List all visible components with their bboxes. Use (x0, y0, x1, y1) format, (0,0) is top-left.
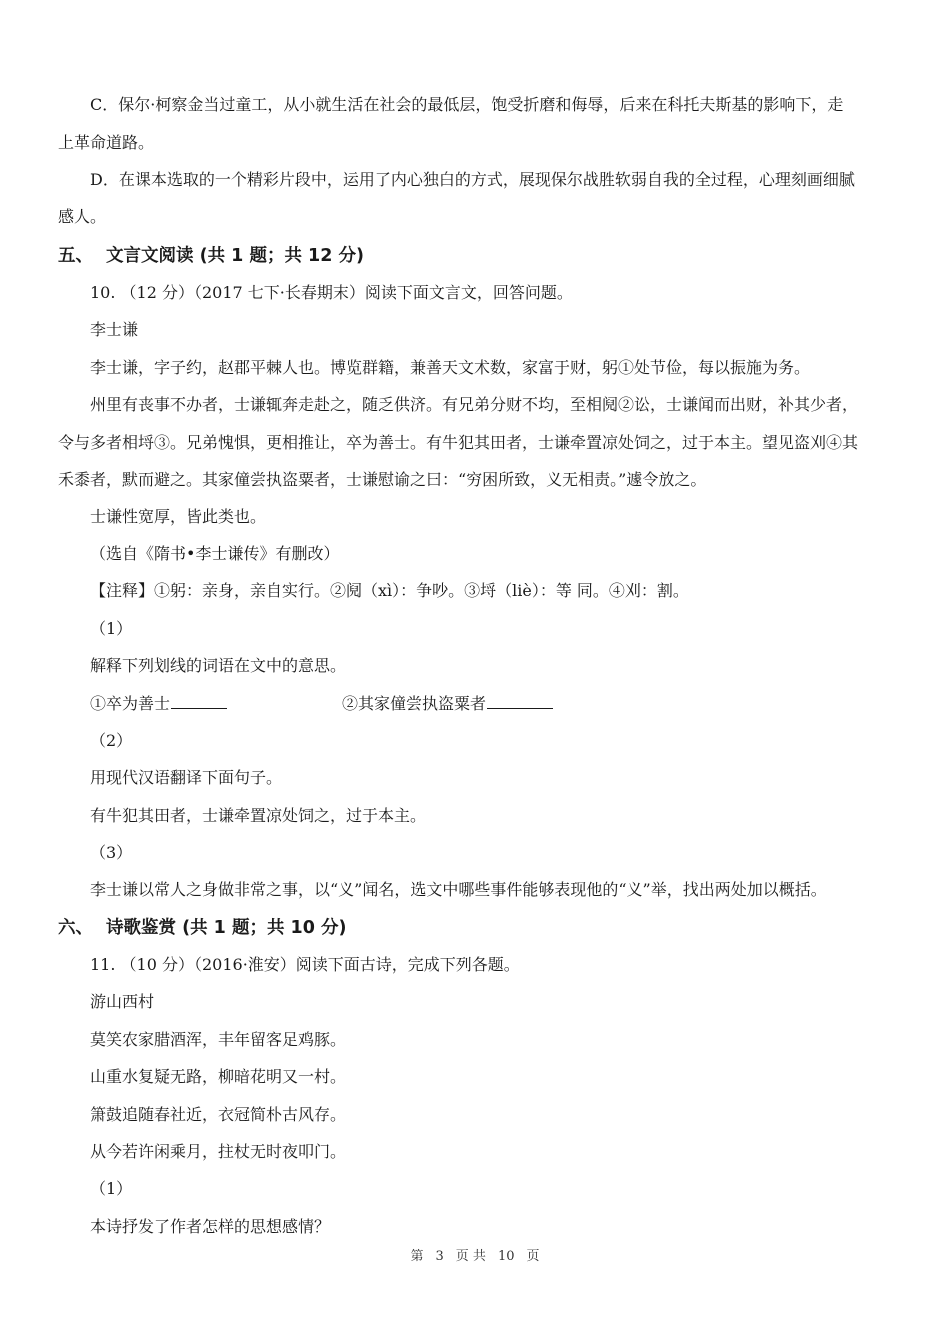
option-d-line2: 感人。 (58, 207, 107, 226)
poem-title: 游山西村 (90, 992, 155, 1011)
section-6-heading (58, 917, 347, 939)
subquestion-1-text: 解释下列划线的词语在文中的意思。 (90, 656, 347, 675)
passage-paragraph-1: 李士谦，字子约，赵郡平棘人也。博览群籍，兼善天文术数，家富于财，躬①处节俭，每以振施为务。 (90, 358, 811, 377)
section-5-number: 五、 (58, 246, 93, 266)
passage-notes: 【注释】①躬：亲身，亲自实行。②阋（xì）：争吵。③埒（liè）：等 同。④刈：割。 (90, 581, 689, 600)
subquestion-1-item-b (342, 693, 553, 715)
option-d-line1: D．在课本选取的一个精彩片段中，运用了内心独白的方式，展现保尔战胜软弱自我的全过程，心理刻画细腻 (90, 170, 855, 189)
subquestion-3-number: （3） (90, 843, 133, 862)
subquestion-2-number: （2） (90, 731, 133, 750)
question-10-stem: 10. （12 分）（2017 七下·长春期末）阅读下面文言文，回答问题。 (90, 283, 573, 302)
subquestion-1-item-a (90, 693, 227, 715)
option-c-line2: 上革命道路。 (58, 133, 155, 152)
footer-suffix: 页 (526, 1249, 540, 1264)
q11-subquestion-1-number: （1） (90, 1179, 133, 1198)
subquestion-1-number: （1） (90, 619, 133, 638)
footer-prefix: 第 (410, 1249, 424, 1264)
subquestion-3-text: 李士谦以常人之身做非常之事，以“义”闻名，选文中哪些事件能够表现他的“义”举，找出两处加以概括。 (90, 880, 827, 899)
subquestion-2-text: 用现代汉语翻译下面句子。 (90, 768, 283, 787)
poem-line-1: 莫笑农家腊酒浑，丰年留客足鸡豚。 (90, 1030, 347, 1049)
passage-paragraph-2-line1: 州里有丧事不办者，士谦辄奔走赴之，随乏供济。有兄弟分财不均，至相阋②讼，士谦闻而出财，补其少者， (90, 395, 859, 414)
section-6-number: 六、 (58, 918, 93, 938)
item-a-text: ①卒为善士 (90, 694, 171, 713)
section-5-heading (58, 245, 364, 267)
poem-line-3: 箫鼓追随春社近，衣冠简朴古风存。 (90, 1105, 347, 1124)
passage-title: 李士谦 (90, 320, 139, 339)
answer-blank-a[interactable] (171, 693, 227, 709)
item-b-text: ②其家僮尝执盗粟者 (342, 694, 487, 713)
question-11-stem: 11. （10 分）（2016·淮安）阅读下面古诗，完成下列各题。 (90, 955, 520, 974)
poem-line-2: 山重水复疑无路，柳暗花明又一村。 (90, 1067, 347, 1086)
passage-paragraph-2-line2: 令与多者相埒③。兄弟愧惧，更相推让，卒为善士。有牛犯其田者，士谦牵置凉处饲之，过于本主。望见盗刈④其 (58, 433, 859, 452)
section-6-title: 诗歌鉴赏 (共 1 题；共 10 分) (106, 918, 347, 938)
footer-mid: 页 共 (455, 1249, 486, 1264)
subquestion-2-sentence: 有牛犯其田者，士谦牵置凉处饲之，过于本主。 (90, 806, 427, 825)
q11-subquestion-1-text: 本诗抒发了作者怎样的思想感情？ (90, 1217, 331, 1236)
footer-total-pages: 10 (497, 1249, 515, 1264)
passage-paragraph-3: 士谦性宽厚，皆此类也。 (90, 507, 267, 526)
poem-line-4: 从今若许闲乘月，拄杖无时夜叩门。 (90, 1142, 347, 1161)
footer-page-number: 3 (435, 1249, 444, 1264)
answer-blank-b[interactable] (487, 693, 553, 709)
section-5-title: 文言文阅读 (共 1 题；共 12 分) (106, 246, 364, 266)
page-footer (0, 1248, 950, 1266)
passage-source: （选自《隋书•李士谦传》有删改） (90, 544, 340, 563)
option-c-line1: C．保尔·柯察金当过童工，从小就生活在社会的最低层，饱受折磨和侮辱，后来在科托夫斯基的影响下，走 (90, 95, 844, 114)
passage-paragraph-2-line3: 禾黍者，默而避之。其家僮尝执盗粟者，士谦慰谕之曰：“穷困所致，义无相责。”遽令放之。 (58, 470, 707, 489)
